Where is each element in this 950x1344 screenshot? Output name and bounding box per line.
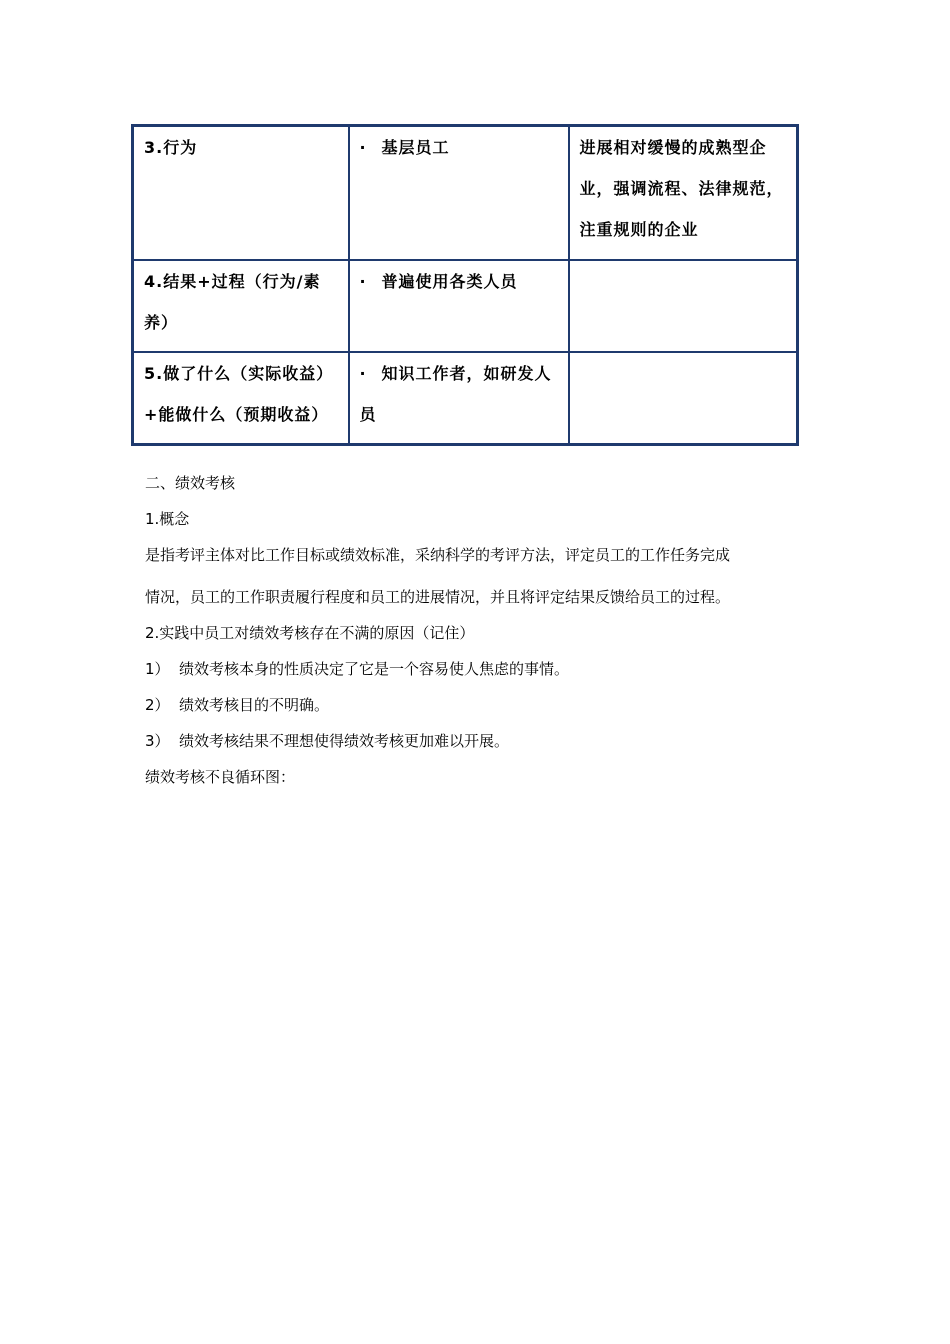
cell-line: 养） bbox=[144, 313, 179, 332]
cell-text: 普遍使用各类人员 bbox=[381, 272, 518, 291]
table-cell bbox=[569, 260, 798, 352]
bullet-icon: · bbox=[359, 138, 367, 157]
concept-line: 情况，员工的工作职责履行程度和员工的进展情况，并且将评定结果反馈给员工的过程。 bbox=[145, 588, 731, 606]
cell-line: +能做什么（预期收益） bbox=[144, 405, 329, 424]
cell-text: 基层员工 bbox=[381, 138, 450, 157]
cell-text: 3.行为 bbox=[144, 138, 198, 157]
cell-line: 进展相对缓慢的成熟型企 bbox=[579, 138, 767, 157]
reason-item: 1） 绩效考核本身的性质决定了它是一个容易使人焦虑的事情。 bbox=[145, 660, 570, 678]
bullet-icon: · bbox=[359, 272, 367, 291]
table-cell bbox=[133, 352, 349, 445]
cell-line: 注重规则的企业 bbox=[579, 220, 699, 239]
table-cell bbox=[349, 352, 569, 445]
table-row bbox=[133, 260, 798, 352]
table-cell bbox=[133, 126, 349, 261]
reasons-title: 2.实践中员工对绩效考核存在不满的原因（记住） bbox=[145, 624, 475, 642]
cell-line: 业，强调流程、法律规范， bbox=[579, 179, 784, 198]
table-row bbox=[133, 352, 798, 445]
table-cell bbox=[349, 260, 569, 352]
table-row bbox=[133, 126, 798, 261]
table-cell bbox=[569, 352, 798, 445]
bullet-icon: · bbox=[359, 364, 367, 383]
performance-table bbox=[131, 124, 799, 446]
cell-line: · 知识工作者，如研发人 bbox=[360, 353, 558, 394]
table-cell bbox=[349, 126, 569, 261]
concept-title: 1.概念 bbox=[145, 510, 190, 528]
reason-item: 3） 绩效考核结果不理想使得绩效考核更加难以开展。 bbox=[145, 732, 510, 750]
cycle-diagram-label: 绩效考核不良循环图： bbox=[145, 768, 296, 786]
cell-line: 5.做了什么（实际收益） bbox=[144, 364, 334, 383]
table-cell bbox=[569, 126, 798, 261]
section-heading: 二、绩效考核 bbox=[145, 474, 236, 492]
cell-line: 4.结果+过程（行为/素 bbox=[144, 272, 321, 291]
reason-item: 2） 绩效考核目的不明确。 bbox=[145, 696, 330, 714]
table-cell bbox=[133, 260, 349, 352]
cell-line: 员 bbox=[359, 405, 377, 424]
concept-line: 是指考评主体对比工作目标或绩效标准，采纳科学的考评方法，评定员工的工作任务完成 bbox=[145, 546, 731, 564]
